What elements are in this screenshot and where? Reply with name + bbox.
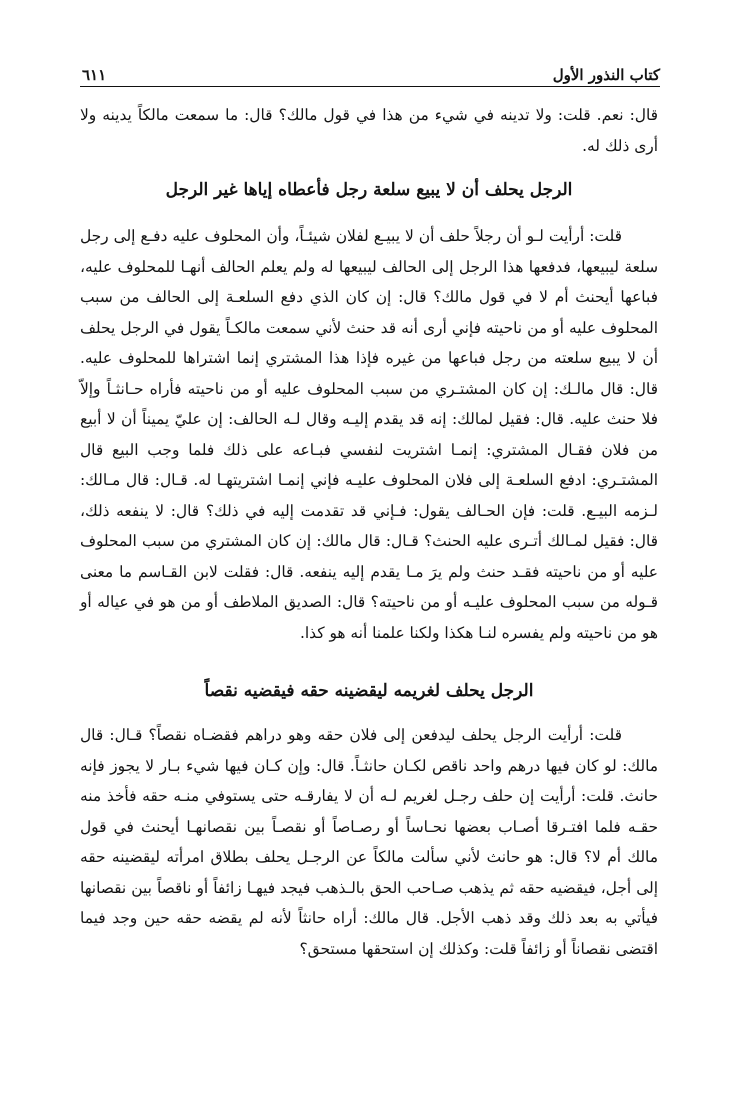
page-number: ٦١١	[82, 66, 107, 84]
section-heading-1: الرجل يحلف أن لا يبيع سلعة رجل فأعطاه إياها غير الرجل	[165, 180, 573, 200]
section-2-paragraph: قلت: أرأيت الرجل يحلف ليدفعن إلى فلان حقه وهو دراهم فقضـاه نقصاً؟ قـال: قال مالك: لو كان فيها درهم واحد ناقص لكـان حانثـاً. قال: وإن كـان فيها شيء بـار لا يجوز فإنه حانث. قلت: أرأيت إن حلف رجـل لغريم لـه أن لا يفارقـه حتى يستوفي منـه حقه فأخذ منه حقـه فلما افتـرقا أصـاب بعضها نحـاساً أو رصـاصاً أو نقصـاً بين نقصانهـا أيحنث في قول مالك أم لا؟ قال: هو حانث لأني سألت مالكاً عن الرجـل يحلف بطلاق امرأته ليقضينه حقه إلى أجل، فيقضيه حقه ثم يذهب صـاحب الحق بالـذهب فيجد فيهـا زائفاً أو ناقصاً بين نقصانها فيأتي به بعد ذلك وقد ذهب الأجل. قال مالك: أراه حانثاً لأنه لم يقضه حقه حين وجد فيما اقتضى نقصاناً أو زائفاً قلت: وكذلك إن استحقها مستحق؟	[80, 726, 658, 958]
section-1-paragraph: قلت: أرأيت لـو أن رجلاً حلف أن لا يبيـع لفلان شيئـاً، وأن المحلوف عليه دفـع إلى رجل سلعة ليبيعها، فدفعها هذا الرجل إلى الحالف ليبيعها له ولم يعلم الحالف أنهـا للمحلوف عليه، فباعها أيحنث أم لا في قول مالك؟ قال: إن كان الذي دفع السلعـة إلى الحالف من سبب المحلوف عليه أو من ناحيته فإني أرى أنه قد حنث لأني سمعت مالكـاً يقول في الرجل يحلف أن لا يبيع سلعته من رجل فباعها من غيره فإذا هذا المشتري إنما اشتراها للمحلوف عليه. قال: قال مالـك: إن كان المشتـري من سبب المحلوف عليه أو من ناحيته فأراه حـانثـاً وإلاّ فلا حنث عليه. قال: فقيل لمالك: إنه قد يقدم إليـه وقال لـه الحالف: إن عليّ يميناً أن لا أبيع من فلان فقـال المشتري: إنمـا اشتريت لنفسي فبـاعه على ذلك فلما وجب البيع قال المشتـري: ادفع السلعـة إلى فلان المحلوف عليـه فإني إنمـا اشتريتهـا له. قـال: قال مـالك: لـزمه البيـع. قلت: فإن الحـالف يقول: فـإني قد تقدمت إليه في ذلك؟ قال: لا ينفعه ذلك، قال: فقيل لمـالك أتـرى عليه الحنث؟ قـال: قال مالك: إن كان المشتري من سبب المحلوف عليه أو من ناحيته فقـد حنث ولم يرَ مـا يقدم إليه ينفعه. قال: فقلت لابن القـاسم ما معنى قـوله من سبب المحلوف عليـه أو من ناحيته؟ قال: الصديق الملاطف أو من هو في عياله أو هو من ناحيته ولم يفسره لنـا هكذا ولكنا علمنا أنه هو كذا.	[80, 227, 658, 642]
book-title: كتاب النذور الأول	[552, 66, 660, 84]
running-header	[82, 60, 660, 84]
page-body	[80, 100, 658, 964]
intro-paragraph: قال: نعم. قلت: ولا تدينه في شيء من هذا في قول مالك؟ قال: ما سمعت مالكاً يدينه ولا أرى ذلك له.	[80, 106, 658, 155]
header-rule	[80, 86, 660, 87]
section-heading-2: الرجل يحلف لغريمه ليقضينه حقه فيقضيه نقصاً	[204, 681, 534, 701]
